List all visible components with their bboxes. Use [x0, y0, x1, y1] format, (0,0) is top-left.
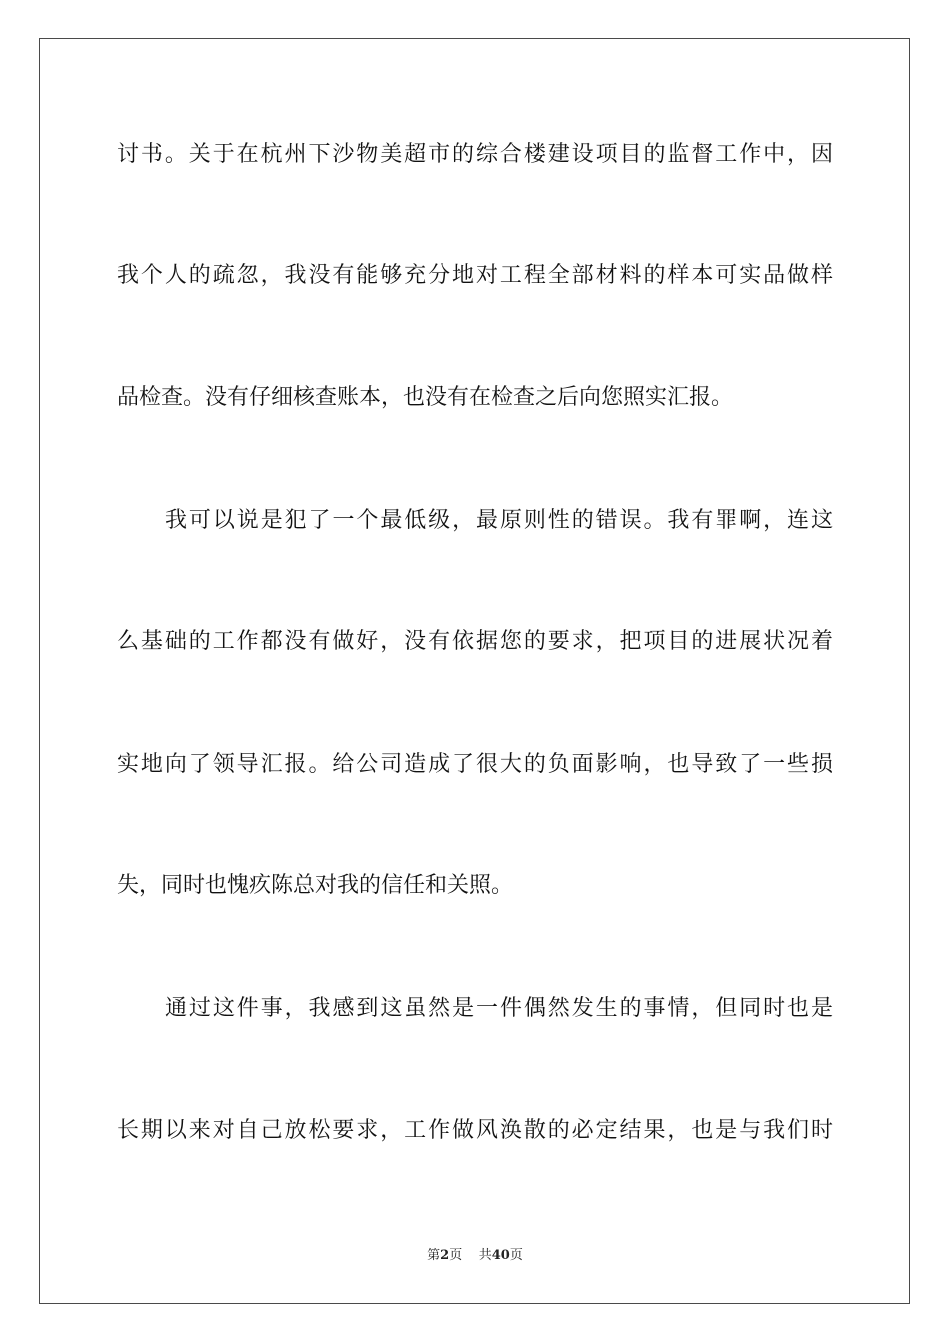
text-line-6: 实地向了领导汇报。给公司造成了很大的负面影响，也导致了一些损	[117, 752, 833, 777]
text-line-7: 失，同时也愧疚陈总对我的信任和关照。	[117, 873, 514, 898]
text-line-5: 么基础的工作都没有做好，没有依据您的要求，把项目的进展状况着	[117, 629, 833, 654]
page-footer	[0, 1246, 950, 1266]
text-line-9: 长期以来对自己放松要求，工作做风涣散的必定结果，也是与我们时	[117, 1118, 833, 1143]
text-line-4: 我可以说是犯了一个最低级，最原则性的错误。我有罪啊，连这	[165, 508, 833, 533]
page-border	[39, 38, 910, 1304]
total-pages: 40	[491, 1248, 510, 1263]
text-line-1: 讨书。关于在杭州下沙物美超市的综合楼建设项目的监督工作中，因	[117, 142, 833, 167]
total-suffix: 页	[509, 1248, 523, 1263]
page-prefix: 第	[427, 1248, 441, 1263]
page-number: 2	[440, 1248, 450, 1263]
text-line-8: 通过这件事，我感到这虽然是一件偶然发生的事情，但同时也是	[165, 996, 833, 1021]
total-prefix: 共	[478, 1248, 492, 1263]
text-line-3: 品检查。没有仔细核查账本，也没有在检查之后向您照实汇报。	[117, 385, 734, 410]
page-suffix: 页	[449, 1248, 463, 1263]
text-line-2: 我个人的疏忽，我没有能够充分地对工程全部材料的样本可实品做样	[117, 263, 833, 288]
